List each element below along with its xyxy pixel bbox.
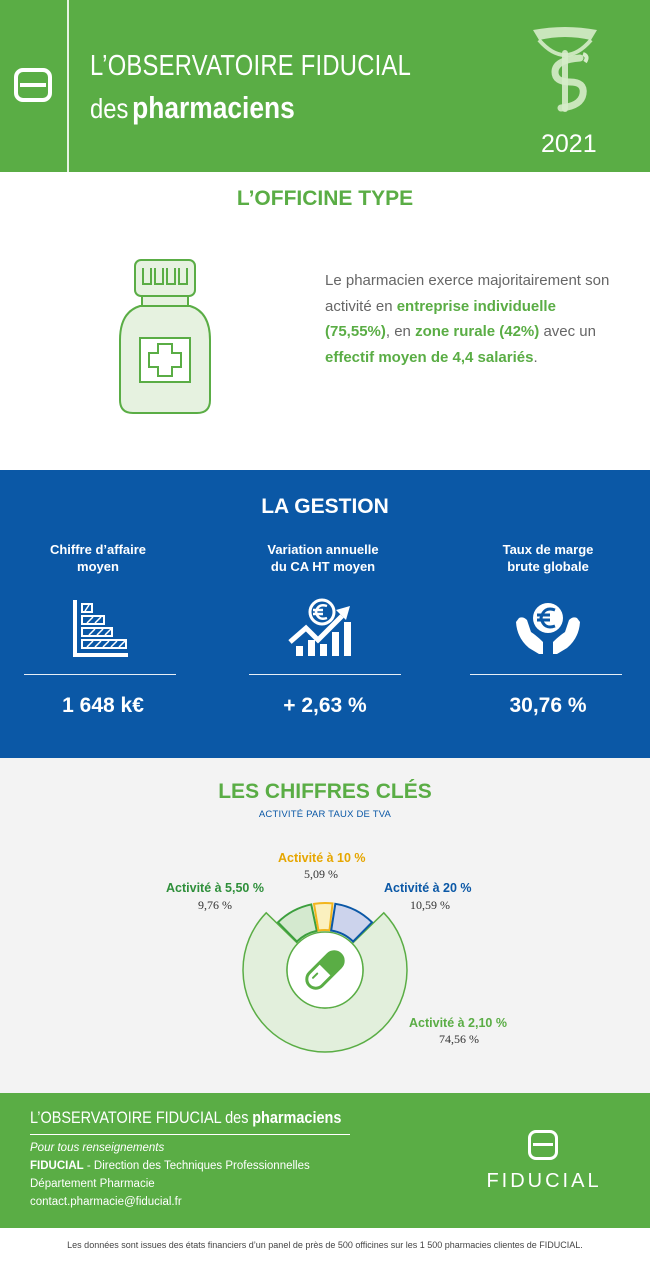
euro-hands-icon <box>513 598 583 658</box>
footer-company-direction: - Direction des Techniques Professionnelles <box>83 1160 310 1172</box>
gestion-value-ca: 1 648 k€ <box>62 694 144 717</box>
footer-department: Département Pharmacie <box>30 1178 155 1190</box>
gestion-label-variation <box>245 541 401 575</box>
medicine-bottle-icon <box>110 250 220 420</box>
chart-subtitle: ACTIVITÉ PAR TAUX DE TVA <box>258 809 392 820</box>
gestion-label-ca-line1: Chiffre d’affaire <box>49 542 147 557</box>
slice-10 <box>314 903 333 931</box>
officine-highlight-zone: zone rurale (42%) <box>415 323 540 340</box>
label-cat-5-50: Activité à 5,50 % <box>166 881 264 895</box>
gestion-divider-variation <box>249 674 401 675</box>
header-title-des: des <box>90 93 129 124</box>
footer-email-link[interactable]: contact.pharmacie@fiducial.fr <box>30 1196 182 1208</box>
label-val-2-10: 74,56 % <box>439 1032 479 1046</box>
gestion-label-variation-line1: Variation annuelle <box>267 542 379 557</box>
footer-title <box>30 1108 341 1128</box>
footer-info-label: Pour tous renseignements <box>30 1142 165 1154</box>
officine-title: L’OFFICINE TYPE <box>236 187 414 210</box>
gestion-divider-marge <box>470 674 622 675</box>
chart-title: LES CHIFFRES CLÉS <box>218 780 432 803</box>
footer-title-prefix: L’OBSERVATOIRE FIDUCIAL des <box>30 1108 249 1127</box>
fiducial-logo-icon <box>528 1130 558 1160</box>
source-note: Les données sont issues des états financiers d’un panel de près de 500 officines sur les 1 500 pharmacies clientes de FIDUCIAL. <box>67 1240 583 1250</box>
header-title-line2 <box>90 90 295 126</box>
header-banner <box>0 0 650 172</box>
fiducial-logo-icon <box>14 68 52 102</box>
gestion-label-marge-line1: Taux de marge <box>502 542 594 557</box>
header-year: 2021 <box>541 130 597 158</box>
euro-growth-icon <box>288 598 364 658</box>
gestion-divider-ca <box>24 674 176 675</box>
footer-company <box>30 1160 310 1172</box>
officine-highlight-effectif: effectif moyen de 4,4 salariés <box>325 348 534 366</box>
label-cat-20: Activité à 20 % <box>384 881 472 895</box>
gestion-value-variation: + 2,63 % <box>283 694 367 717</box>
footer-brand: FIDUCIAL <box>486 1170 602 1192</box>
label-val-20: 10,59 % <box>410 898 450 912</box>
label-val-10: 5,09 % <box>304 867 338 881</box>
label-cat-2-10: Activité à 2,10 % <box>409 1016 507 1030</box>
gestion-label-ca <box>20 541 176 575</box>
gestion-label-marge <box>470 541 626 575</box>
officine-text-part1: Le pharmacien exerce majoritairement son activité en <box>325 272 610 315</box>
bar-chart-icon <box>72 598 130 658</box>
officine-text-part2: , en <box>385 323 416 340</box>
officine-highlight-entreprise: entreprise individuelle (75,55%) <box>325 297 556 340</box>
header-title-pharmaciens: pharmaciens <box>132 90 295 125</box>
officine-text-part3: avec un <box>539 323 596 340</box>
caduceus-icon <box>525 20 605 120</box>
footer-title-pharmaciens: pharmaciens <box>252 1108 342 1127</box>
header-title-line1: L’OBSERVATOIRE FIDUCIAL <box>90 50 412 82</box>
officine-description <box>325 268 625 370</box>
label-cat-10: Activité à 10 % <box>278 851 366 865</box>
header-divider <box>67 0 69 172</box>
footer-divider <box>30 1134 350 1135</box>
gestion-label-ca-line2: moyen <box>77 559 119 574</box>
gestion-label-variation-line2: du CA HT moyen <box>270 559 376 574</box>
officine-text-part4: . <box>533 348 538 366</box>
gestion-label-marge-line2: brute globale <box>507 559 589 574</box>
gestion-value-marge: 30,76 % <box>509 694 587 717</box>
footer-company-name: FIDUCIAL <box>30 1160 84 1172</box>
gestion-title: LA GESTION <box>261 495 389 518</box>
label-val-5-50: 9,76 % <box>198 898 232 912</box>
